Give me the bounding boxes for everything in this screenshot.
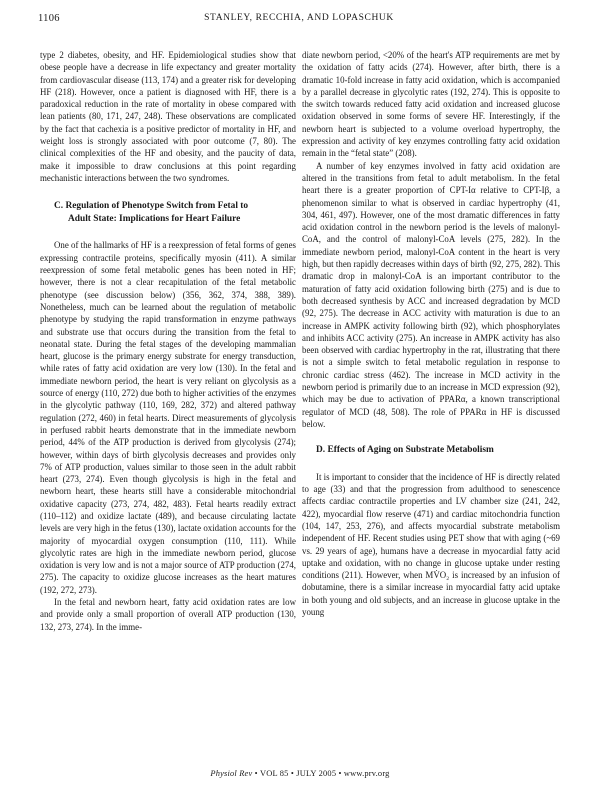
paragraph: A number of key enzymes involved in fatty acid oxidation are altered in the transitions from fetal to adult metabolism. In the fetal heart there is a greater proportion of CPT-Iα relative to CPT-Iβ, a phenomenon similar to what is observed in cardiac hypertrophy (41, 304, 461, 497). However, one of the most dramatic differences in fatty acid oxidation control in the newborn period is the levels of malonyl-CoA, and the control of malonyl-CoA levels (275, 282). In the immediate newborn period, malonyl-CoA content in the heart is very high, but then rapidly decreases within days of birth (92, 275, 282). This dramatic drop in malonyl-CoA is an important contributor to the maturation of fatty acid oxidation following birth (275) and is due to both decreased synthesis by ACC and increased degradation by MCD (92, 275). The decrease in ACC activity with maturation is due to an increase in AMPK activity following birth (92), which phosphorylates and inhibits ACC activity (275). An increase in AMPK activity has also been observed with cardiac hypertrophy in the rat, illustrating that there is not a simple switch to fetal metabolic regulation in response to chronic cardiac stress (462). The increase in MCD activity in the newborn period is primarily due to an increase in MCD expression (92), which may be due to activation of PPARα, a known transcriptional regulator of MCD (48, 508). The role of PPARα in HF is discussed below. [302,160,560,429]
footer-details: • VOL 85 • JULY 2005 • www.prv.org [252,769,390,778]
paragraph: diate newborn period, <20% of the heart's ATP requirements are met by the oxidation of fatty acids (274). However, after birth, there is a dramatic 10-fold increase in fatty acid oxidation, which is accompanied by a parallel decrease in glycolytic rates (192, 274). This is opposite to the switch towards reduced fatty acid oxidation and increased glucose oxidation observed in some forms of severe HF. Interestingly, if the newborn heart is subjected to a volume overload hypertrophy, the expression and activity of key enzymes controlling fatty acid oxidation remain in the “fetal state” (208). [302,50,560,159]
journal-name: Physiol Rev [210,769,253,778]
running-head [38,13,560,27]
section-heading-d: D. Effects of Aging on Substrate Metabolism [316,445,494,456]
page-number: 1106 [38,13,60,24]
right-column [302,49,560,618]
paragraph: One of the hallmarks of HF is a reexpression of fetal forms of genes expressing contractile proteins, specifically myosin (411). A similar reexpression of some fetal metabolic genes has been noted in HF; however, there is not a clear recapitulation of the fetal metabolic phenotype (see discussion below) (356, 362, 374, 388, 389). Nonetheless, much can be learned about the regulation of metabolic phenotype by studying the rapid transformation in enzyme pathways and substrate use that occurs during the transition from the fetal to neonatal state. During the fetal stages of the developing mammalian heart, glucose is the primary energy substrate for energy transduction, while rates of fatty acid oxidation are very low (130). In the fetal and immediate newborn period, the heart is very reliant on glycolysis as a source of energy (110, 272) due both to higher activities of the enzymes in the glycolytic pathway (110, 169, 282, 372) and altered pathway regulation (272, 460) in fetal hearts. Direct measurements of glycolysis in perfused rabbit hearts demonstrate that in the immediate newborn period, 44% of the ATP production is derived from glycolysis (274); however, within days of birth glycolysis decreases and provides only 7% of ATP production, values similar to those seen in the adult rabbit heart (273, 274). Even though glycolysis is high in the fetal and newborn heart, these hearts still have a considerable mitochondrial oxidative capacity (273, 274, 482, 483). Fetal hearts readily extract (110–112) and oxidize lactate (489), and because circulating lactate levels are very high in the fetus (130), lactate oxidation accounts for the majority of myocardial oxygen consumption (110, 111). While glycolytic rates are high in the immediate newborn period, glucose oxidation is very low and is not a major source of ATP production (274, 275). The capacity to oxidize glucose increases as the heart matures (192, 272, 273). [40,240,296,595]
heading-line: C. Regulation of Phenotype Switch from Fetal to [54,201,249,212]
paragraph: It is important to consider that the incidence of HF is directly related to age (33) and that the progression from adulthood to senescence affects cardiac contractile properties and LV chamber size (241, 242, 422), myocardial flow reserve (471) and cardiac mitochondria function (104, 147, 253, 276), and affects myocardial substrate metabolism independent of HF. Recent studies using PET show that with aging (~69 vs. 29 years of age), humans have a decrease in myocardial fatty acid uptake and oxidation, with no change in glucose uptake under resting conditions (211). However, when MV̇O₂ is increased by an infusion of dobutamine, there is a similar increase in myocardial fatty acid uptake in both young and old subjects, and an increase in glucose uptake in the young [302,471,560,618]
left-column [40,49,296,633]
paragraph: In the fetal and newborn heart, fatty acid oxidation rates are low and provide only a small proportion of overall ATP production (130, 132, 273, 274). In the imme- [40,597,296,632]
section-heading-c [40,200,296,225]
heading-line: Adult State: Implications for Heart Failure [68,213,241,224]
running-title: STANLEY, RECCHIA, AND LOPASCHUK [204,13,394,23]
page-footer [0,769,600,778]
paragraph: type 2 diabetes, obesity, and HF. Epidemiological studies show that obese people have a decrease in life expectancy and greater mortality from cardiovascular disease (113, 174) and a greater risk for developing HF (218). However, once a patient is diagnosed with HF, there is a paradoxical reduction in the rate of mortality in obese compared with lean patients (80, 171, 247, 248). These observations are complicated by the fact that cachexia is a positive predictor of mortality in HF, and weight loss is strongly associated with poor outcome (7, 80). The clinical complexities of the HF and obesity, and the paucity of data, make it impossible to draw conclusions at this point regarding mechanistic interactions between the two syndromes. [40,50,296,183]
